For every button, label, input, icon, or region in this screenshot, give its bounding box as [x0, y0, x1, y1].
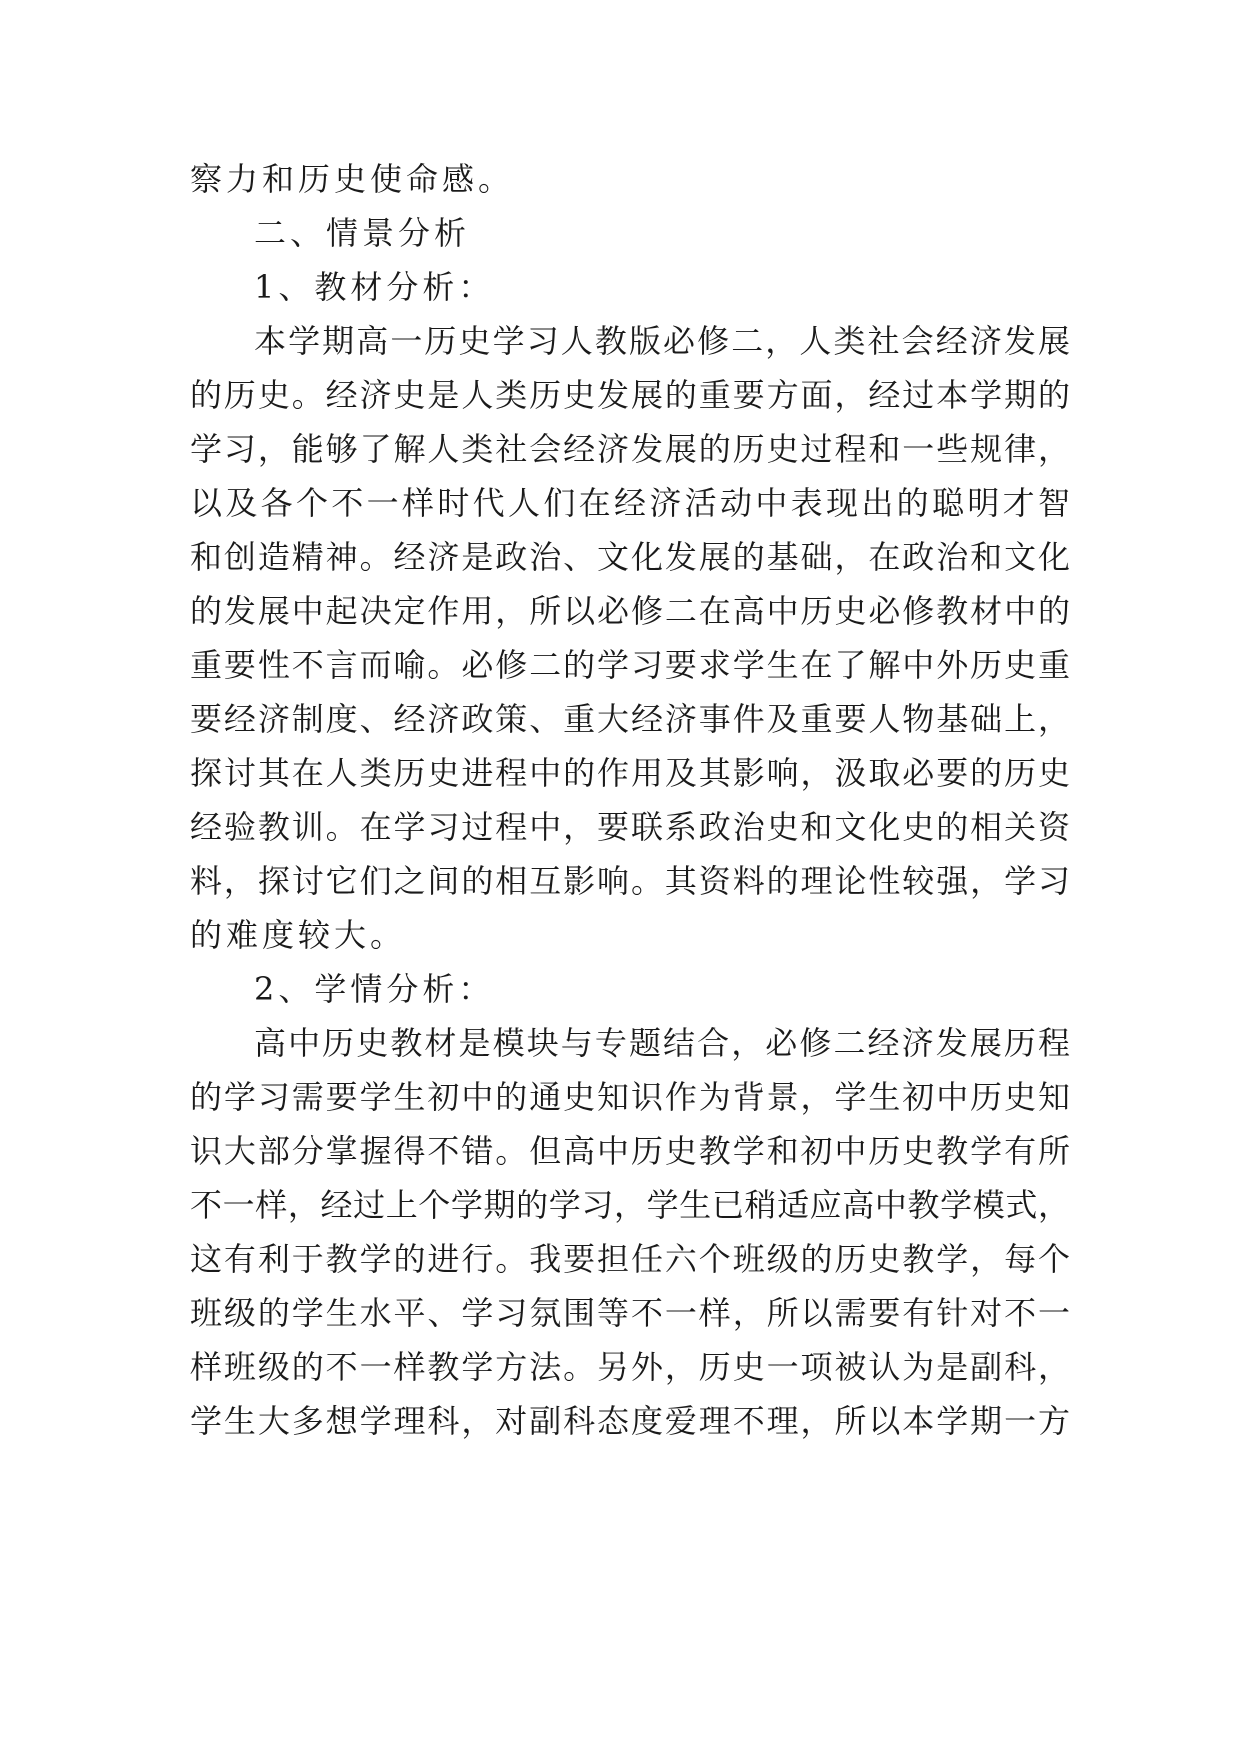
text-line: 的历史。经济史是人类历史发展的重要方面，经过本学期的: [190, 376, 1070, 414]
subsection-heading: 2、学情分析：: [254, 970, 495, 1008]
body-text: [190, 152, 1070, 1448]
text-line: 的难度较大。: [190, 916, 407, 954]
text-line: 料，探讨它们之间的相互影响。其资料的理论性较强，学习: [190, 862, 1070, 900]
text-line: 要经济制度、经济政策、重大经济事件及重要人物基础上，: [190, 700, 1070, 738]
text-line: 高中历史教材是模块与专题结合，必修二经济发展历程: [254, 1024, 1070, 1062]
text-line: 和创造精神。经济是政治、文化发展的基础，在政治和文化: [190, 538, 1070, 576]
text-line: 重要性不言而喻。必修二的学习要求学生在了解中外历史重: [190, 646, 1070, 684]
text-line: 学生大多想学理科，对副科态度爱理不理，所以本学期一方: [190, 1402, 1070, 1440]
text-line: 的学习需要学生初中的通史知识作为背景，学生初中历史知: [190, 1078, 1070, 1116]
text-line: 探讨其在人类历史进程中的作用及其影响，汲取必要的历史: [190, 754, 1070, 792]
text-line: 学习，能够了解人类社会经济发展的历史过程和一些规律，: [190, 430, 1070, 468]
text-line: 以及各个不一样时代人们在经济活动中表现出的聪明才智: [190, 484, 1070, 522]
text-line: 经验教训。在学习过程中，要联系政治史和文化史的相关资: [190, 808, 1070, 846]
text-line: 察力和历史使命感。: [190, 160, 515, 198]
text-line: 的发展中起决定作用，所以必修二在高中历史必修教材中的: [190, 592, 1070, 630]
text-line: 识大部分掌握得不错。但高中历史教学和初中历史教学有所: [190, 1132, 1070, 1170]
text-line: 本学期高一历史学习人教版必修二，人类社会经济发展: [254, 322, 1070, 360]
text-line: 这有利于教学的进行。我要担任六个班级的历史教学，每个: [190, 1240, 1070, 1278]
text-line: 样班级的不一样教学方法。另外，历史一项被认为是副科，: [190, 1348, 1070, 1386]
section-heading: 二、情景分析: [254, 214, 471, 252]
subsection-heading: 1、教材分析：: [254, 268, 495, 306]
text-line: 不一样，经过上个学期的学习，学生已稍适应高中教学模式，: [190, 1186, 1070, 1224]
text-line: 班级的学生水平、学习氛围等不一样，所以需要有针对不一: [190, 1294, 1070, 1332]
